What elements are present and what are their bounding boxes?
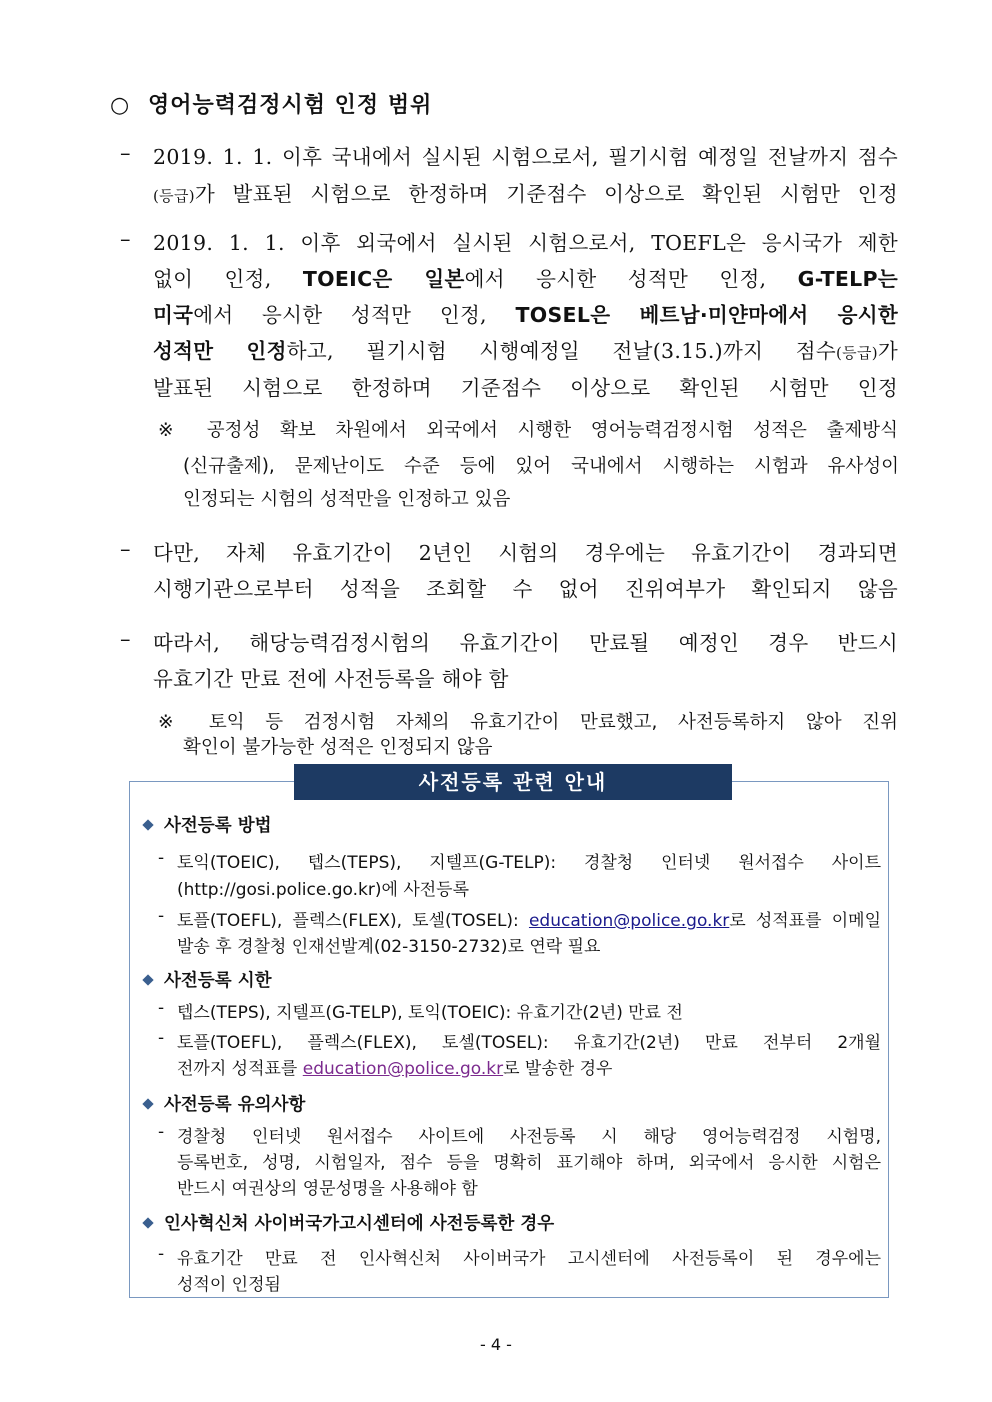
item-dash: - [158, 848, 165, 868]
page-number: - 4 - [480, 1335, 512, 1354]
note1-line3: 인정되는 시험의 성적만을 인정하고 있음 [183, 489, 511, 510]
diamond-bullet-icon [142, 974, 153, 985]
s4-line2: 성적이 인정됨 [177, 1275, 281, 1295]
box-section3-title [140, 1091, 305, 1116]
dash-bullet: – [120, 227, 131, 251]
item-dash: - [158, 1028, 165, 1048]
s2-i2-suffix: 로 발송한 경우 [503, 1059, 613, 1079]
p2-l2b-bold: TOEIC은 일본 [302, 267, 465, 291]
s4-line1: 유효기간 만료 전 인사혁신처 사이버국가 고시센터에 사전등록이 된 경우에는 [177, 1249, 881, 1269]
box-section4-title-text: 인사혁신처 사이버국가고시센터에 사전등록한 경우 [164, 1214, 555, 1234]
s3-line2: 등록번호, 성명, 시험일자, 점수 등을 명확히 표기해야 하며, 외국에서 응시한 시험은 [177, 1153, 881, 1173]
item-dash: - [158, 1244, 165, 1264]
box-section4-title [140, 1210, 554, 1235]
section-title [110, 88, 432, 119]
p2-l2a: 없이 인정, [153, 267, 303, 291]
p2-line2 [153, 262, 898, 292]
email-link[interactable]: education@police.go.kr [302, 1059, 504, 1079]
box-section2-title [140, 967, 272, 992]
p3-line1: 다만, 자체 유효기간이 2년인 시험의 경우에는 유효기간이 경과되면 [153, 541, 898, 565]
p2-l4d: 가 [877, 339, 899, 363]
s2-item1: 텝스(TEPS), 지텔프(G-TELP), 토익(TOEIC): 유효기간(2년) 만료 전 [177, 1003, 683, 1023]
p3-line2: 시행기관으로부터 성적을 조회할 수 없어 진위여부가 확인되지 않음 [153, 577, 898, 601]
s1-item2-line2: 발송 후 경찰청 인재선발계(02-3150-2732)로 연락 필요 [177, 937, 601, 957]
p2-l2c: 에서 응시한 성적만 인정, [464, 267, 798, 291]
diamond-bullet-icon [142, 1217, 153, 1228]
p2-l3c-bold: TOSEL은 베트남·미얀마에서 응시한 [515, 303, 898, 327]
p1-line2-text: 가 발표된 시험으로 한정하며 기준점수 이상으로 확인된 시험만 인정 [194, 182, 898, 206]
box-section3-title-text: 사전등록 유의사항 [164, 1095, 306, 1115]
diamond-bullet-icon [142, 819, 153, 830]
s2-item2-line1: 토플(TOEFL), 플렉스(FLEX), 토셀(TOSEL): 유효기간(2년) 만료 전부터 2개월 [177, 1033, 881, 1053]
box-section1-title-text: 사전등록 방법 [164, 816, 272, 836]
s3-line1: 경찰청 인터넷 원서접수 사이트에 사전등록 시 해당 영어능력검정 시험명, [177, 1127, 881, 1147]
s3-line3: 반드시 여권상의 영문성명을 사용해야 함 [177, 1179, 478, 1199]
item-dash: - [158, 998, 165, 1018]
p2-l4a-bold: 성적만 인정 [153, 339, 287, 363]
guidance-banner: 사전등록 관련 안내 [294, 764, 732, 800]
s1-item2-line1 [177, 906, 881, 931]
section-title-text: 영어능력검정시험 인정 범위 [148, 93, 433, 118]
diamond-bullet-icon [142, 1098, 153, 1109]
note2-line2: 확인이 불가능한 성적은 인정되지 않음 [183, 737, 493, 758]
p1-line2 [153, 177, 898, 207]
p4-line1: 따라서, 해당능력검정시험의 유효기간이 만료될 예정인 경우 반드시 [153, 631, 898, 655]
box-section1-title [140, 812, 272, 837]
note1-line2: (신규출제), 문제난이도 수준 등에 있어 국내에서 시행하는 시험과 유사성이 [183, 456, 899, 477]
dash-bullet: – [120, 141, 131, 165]
item-dash: - [158, 1122, 165, 1142]
note2-line1: ※ 토익 등 검정시험 자체의 유효기간이 만료했고, 사전등록하지 않아 진위 [158, 712, 898, 733]
p1-line1: 2019. 1. 1. 이후 국내에서 실시된 시험으로서, 필기시험 예정일 전날까지 점수 [153, 145, 898, 169]
p2-l3a-bold: 미국 [153, 303, 194, 327]
p2-line1: 2019. 1. 1. 이후 외국에서 실시된 시험으로서, TOEFL은 응시국가 제한 [153, 231, 898, 255]
p2-l3b: 에서 응시한 성적만 인정, [193, 303, 516, 327]
circle-bullet-icon: ○ [110, 93, 131, 118]
p2-l4c: (등급) [836, 344, 878, 362]
note1-line1: ※ 공정성 확보 차원에서 외국에서 시행한 영어능력검정시험 성적은 출제방식 [158, 420, 898, 441]
s2-i2-prefix: 전까지 성적표를 [177, 1059, 303, 1079]
p1-grade: (등급) [153, 187, 195, 205]
s1-i2-suffix: 로 성적표를 이메일 [729, 911, 882, 931]
p2-line3 [153, 298, 898, 328]
item-dash: - [158, 906, 165, 926]
p2-l4b: 하고, 필기시험 시행예정일 전날(3.15.)까지 점수 [286, 339, 837, 363]
dash-bullet: – [120, 537, 131, 561]
p2-line5: 발표된 시험으로 한정하며 기준점수 이상으로 확인된 시험만 인정 [153, 376, 898, 400]
email-link[interactable]: education@police.go.kr [528, 911, 730, 931]
s1-item1-line2: (http://gosi.police.go.kr)에 사전등록 [177, 880, 470, 900]
p2-l2d-bold: G-TELP는 [797, 267, 898, 291]
dash-bullet: – [120, 627, 131, 651]
s2-item2-line2 [177, 1054, 881, 1079]
s1-item1-line1: 토익(TOEIC), 텝스(TEPS), 지텔프(G-TELP): 경찰청 인터넷 원서접수 사이트 [177, 853, 881, 873]
box-section2-title-text: 사전등록 시한 [164, 971, 272, 991]
p2-line4 [153, 334, 898, 364]
p4-line2: 유효기간 만료 전에 사전등록을 해야 함 [153, 667, 509, 691]
s1-i2-prefix: 토플(TOEFL), 플렉스(FLEX), 토셀(TOSEL): [177, 911, 529, 931]
